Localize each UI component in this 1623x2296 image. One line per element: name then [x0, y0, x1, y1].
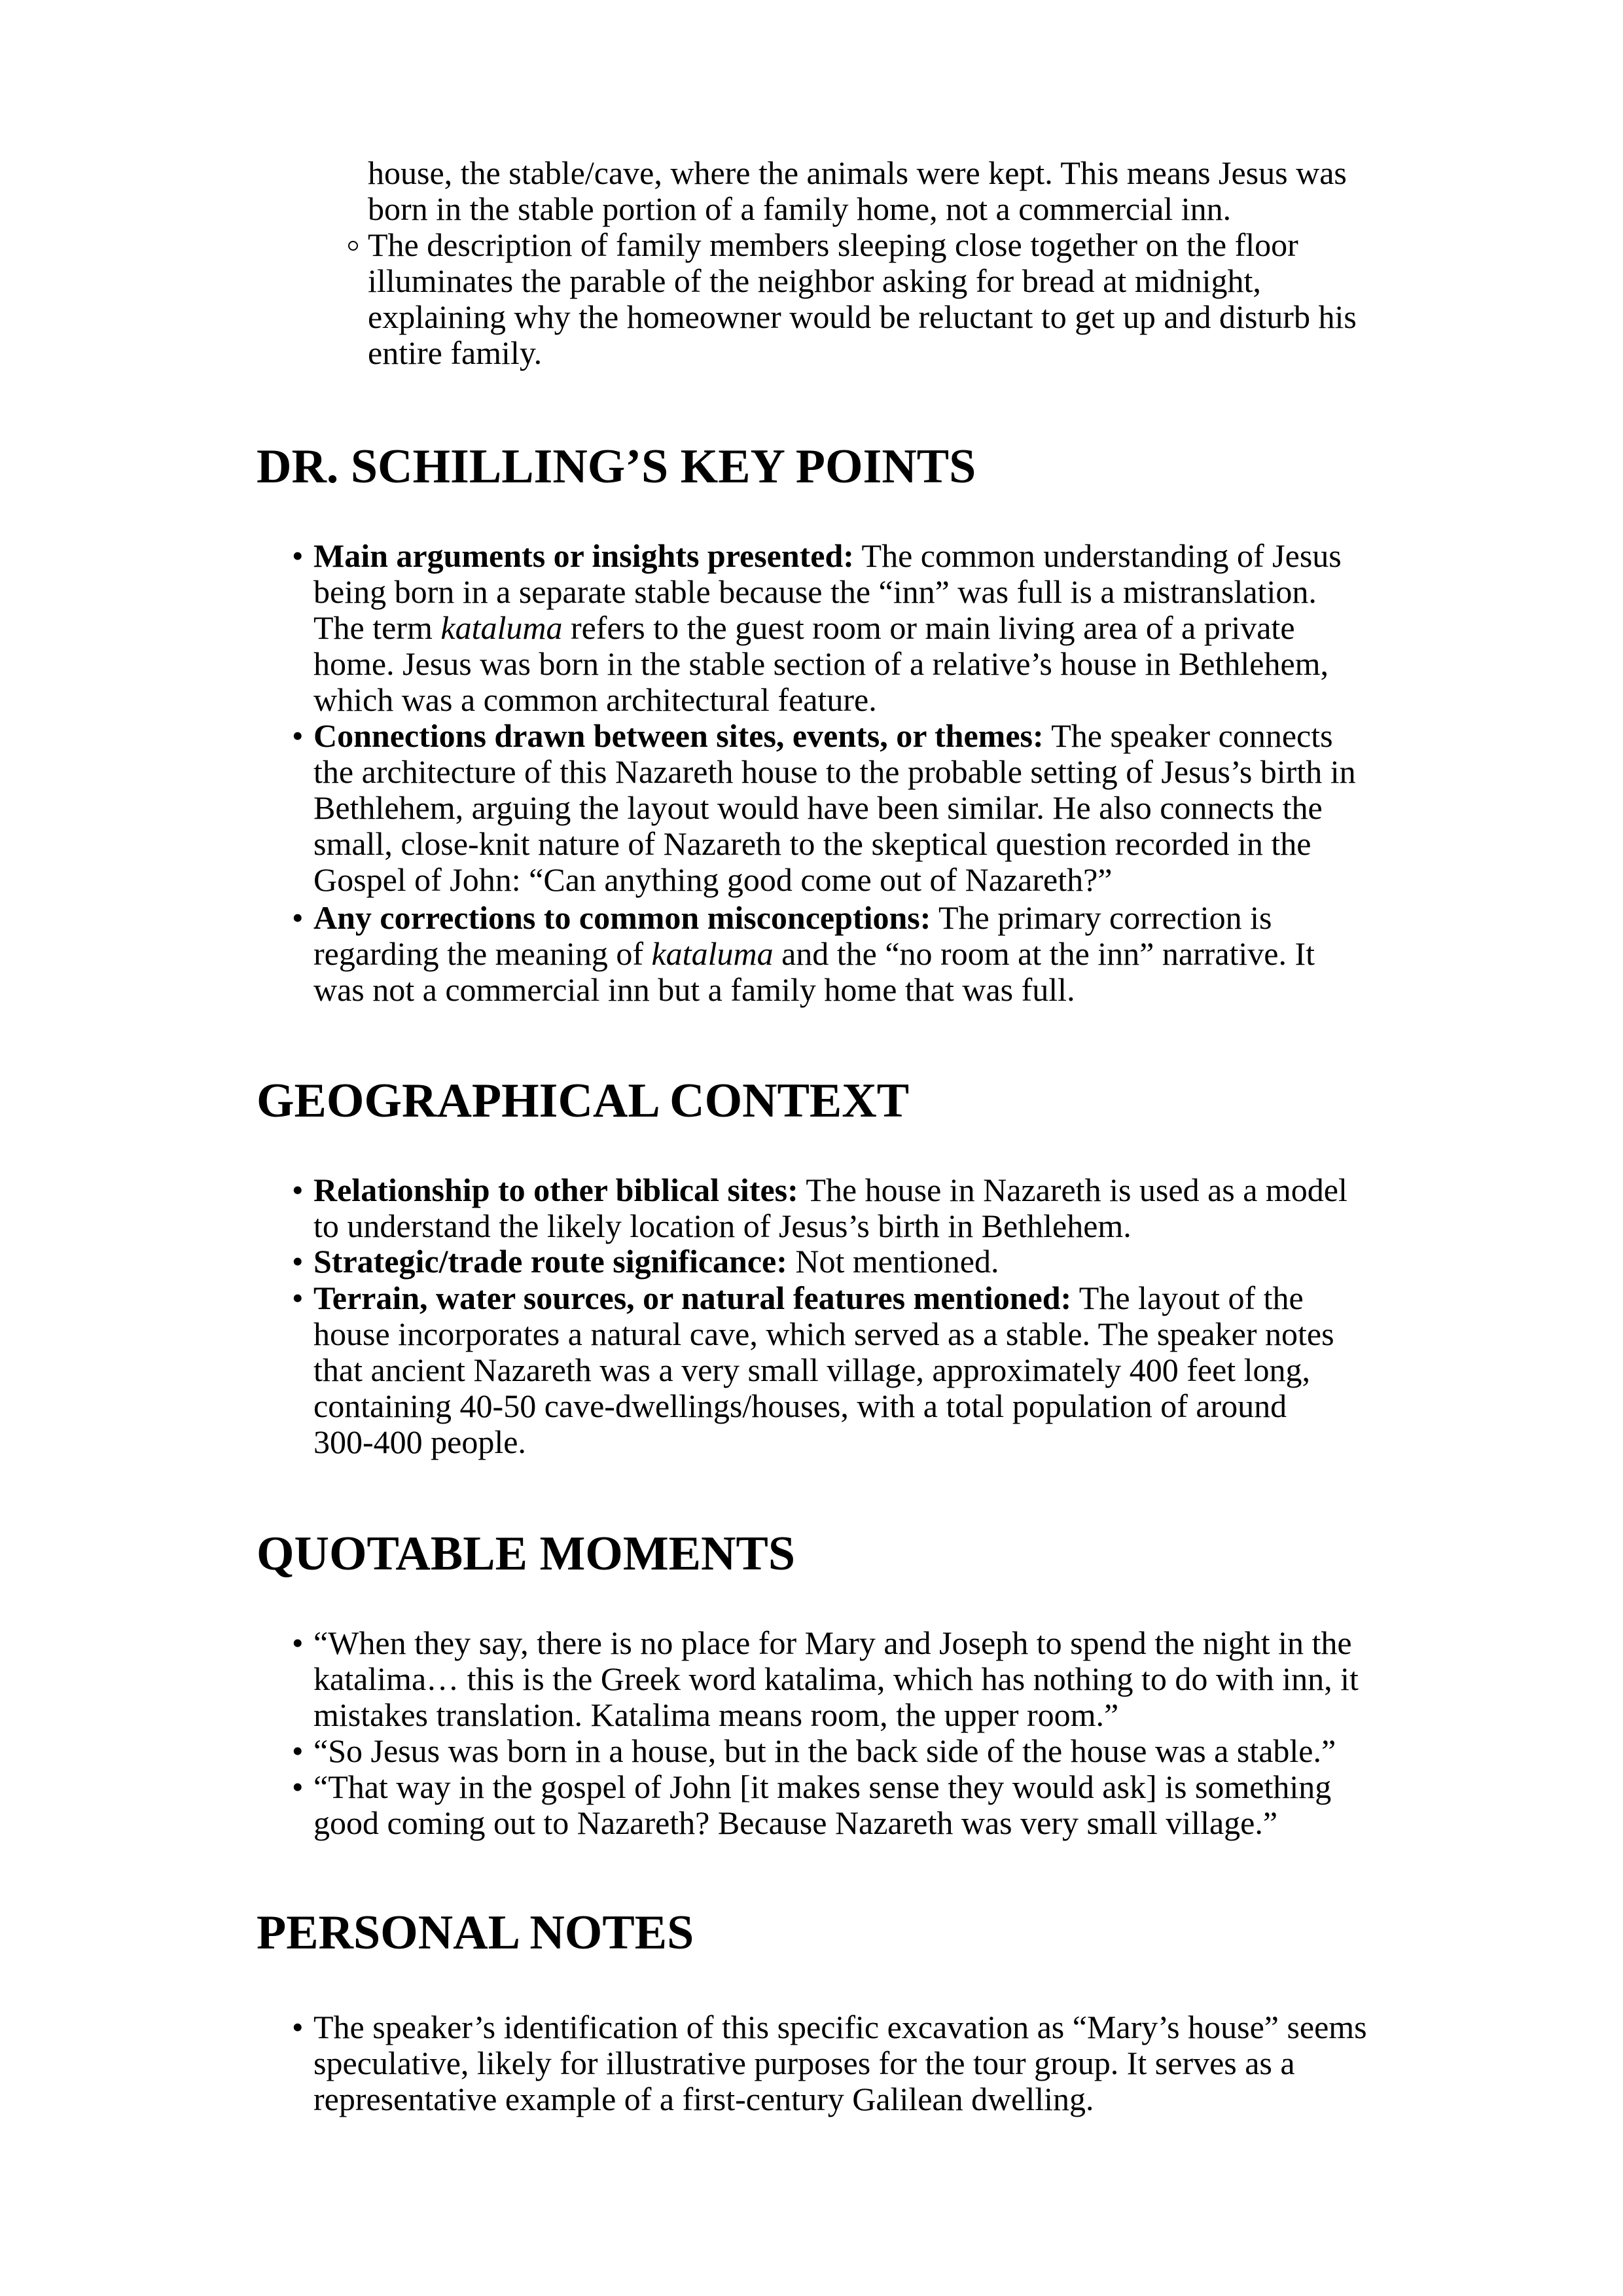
- list-item: [292, 1624, 1465, 1733]
- list-item: [292, 1768, 1465, 1841]
- list-item: [292, 1280, 1465, 1460]
- section-heading-key-points: DR. SCHILLING’S KEY POINTS: [257, 440, 976, 493]
- bullet-icon: •: [292, 1768, 304, 1805]
- continuation-paragraph: house, the stable/cave, where the animals were kept. This means Jesus was born in the stable portion of a family home, not a commercial inn.: [368, 154, 1347, 227]
- list-item-text: Connections drawn between sites, events, or themes: The speaker connects the architecture of this Nazareth house to the probable setting of Jesus’s birth in Bethlehem, arguing the layout would have been similar. He also connects the small, close-knit nature of Nazareth to the skeptical question recorded in the Gospel of John: “Can anything good come out of Nazareth?”: [313, 717, 1356, 898]
- bullet-icon: •: [292, 1243, 304, 1280]
- list-item: [292, 1172, 1465, 1244]
- list-item-text: “When they say, there is no place for Mary and Joseph to spend the night in the katalima… this is the Greek word katalima, which has nothing to do with inn, it mistakes translation. Katalima means room, the upper room.”: [313, 1624, 1359, 1733]
- list-item-text: Any corrections to common misconceptions: The primary correction is regarding the meaning of kataluma and the “no room at the inn” narrative. It was not a commercial inn but a family home that was full.: [313, 899, 1315, 1008]
- bullet-icon: •: [292, 1172, 304, 1208]
- bullet-icon: •: [292, 2009, 304, 2045]
- bullet-icon: •: [292, 717, 304, 754]
- bullet-icon: •: [292, 899, 304, 936]
- list-item-text: Main arguments or insights presented: The common understanding of Jesus being born in a separate stable because the “inn” was full is a mistranslation. The term kataluma refers to the guest room or main living area of a private home. Jesus was born in the stable section of a relative’s house in Bethlehem, which was a common architectural feature.: [313, 537, 1342, 718]
- bullet-icon: •: [292, 1732, 304, 1769]
- list-item: [292, 2009, 1465, 2117]
- section-heading-personal-notes: PERSONAL NOTES: [257, 1906, 694, 1960]
- list-item-text: The speaker’s identification of this specific excavation as “Mary’s house” seems speculative, likely for illustrative purposes for the tour group. It serves as a representative example of a first-century Galilean dwelling.: [313, 2009, 1367, 2117]
- list-item: [292, 899, 1465, 1008]
- list-item-text: Strategic/trade route significance: Not mentioned.: [313, 1243, 999, 1280]
- continuation-sub-bullet-text: The description of family members sleeping close together on the floor illuminates the parable of the neighbor asking for bread at midnight, explaining why the homeowner would be reluctant to get up and disturb his entire family.: [368, 226, 1357, 371]
- section-heading-quotable-moments: QUOTABLE MOMENTS: [257, 1527, 795, 1581]
- bullet-icon: •: [292, 1280, 304, 1316]
- list-item: [292, 717, 1465, 898]
- list-item-text: Relationship to other biblical sites: The house in Nazareth is used as a model to understand the likely location of Jesus’s birth in Bethlehem.: [313, 1172, 1347, 1244]
- list-item-text: “That way in the gospel of John [it makes sense they would ask] is something good coming out to Nazareth? Because Nazareth was very small village.”: [313, 1768, 1332, 1841]
- section-heading-geographical-context: GEOGRAPHICAL CONTEXT: [257, 1074, 910, 1128]
- bullet-icon: •: [292, 1624, 304, 1661]
- open-circle-bullet-icon: [348, 241, 358, 251]
- bullet-icon: •: [292, 537, 304, 574]
- list-item-text: “So Jesus was born in a house, but in the back side of the house was a stable.”: [313, 1732, 1336, 1769]
- list-item-text: Terrain, water sources, or natural features mentioned: The layout of the house incorporates a natural cave, which served as a stable. The speaker notes that ancient Nazareth was a very small village, approximately 400 feet long, containing 40-50 cave-dwellings/houses, with a total population of around 300-400 people.: [313, 1280, 1334, 1460]
- list-item: [292, 537, 1465, 718]
- list-item: [292, 1732, 1465, 1769]
- list-item: [292, 1243, 1465, 1280]
